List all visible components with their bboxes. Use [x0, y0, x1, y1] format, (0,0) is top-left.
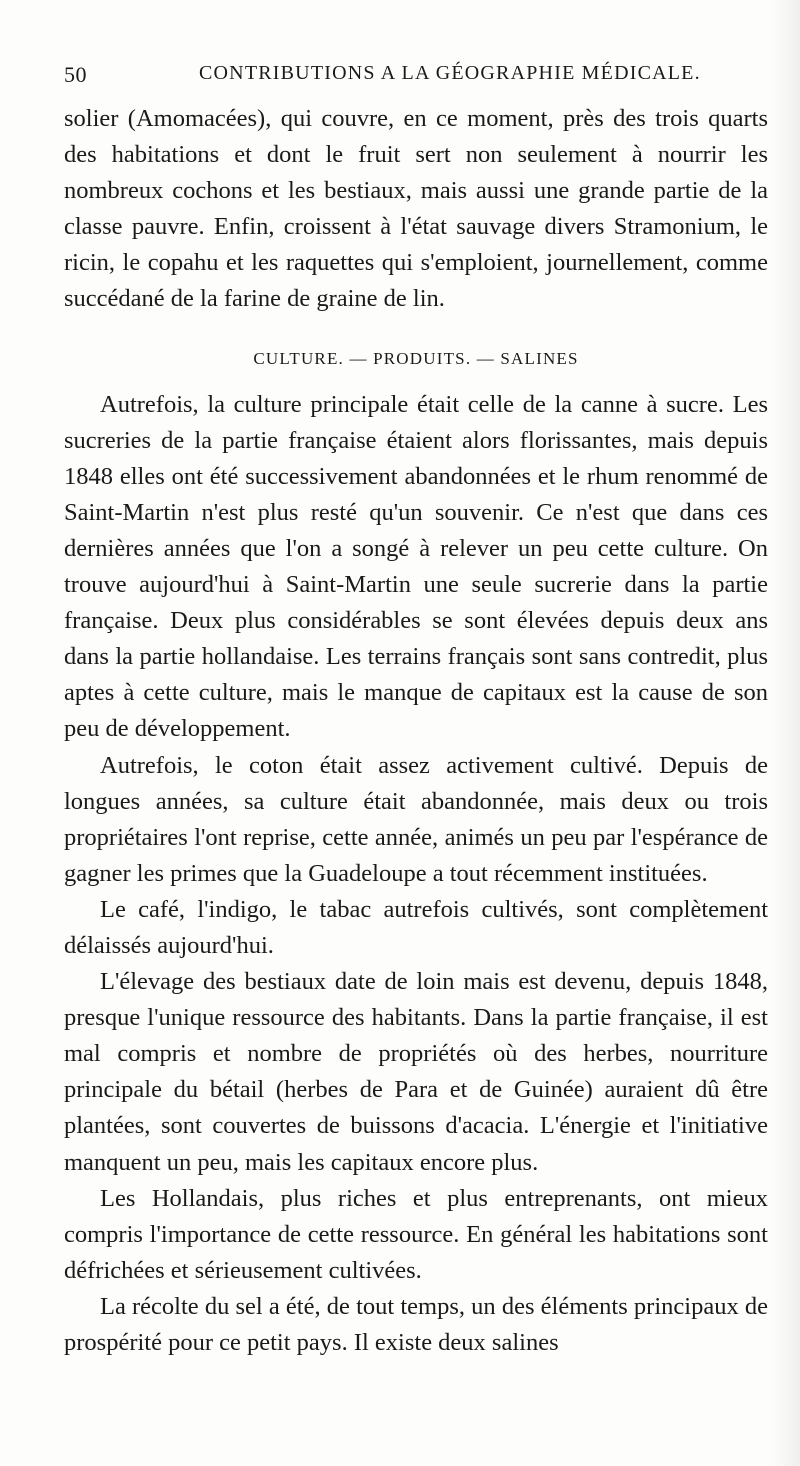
body-text [64, 101, 768, 1361]
paragraph-salt: La récolte du sel a été, de tout temps, un des éléments principaux de prospérité pour ce petit pays. Il existe deux salines [64, 1292, 768, 1356]
running-head: CONTRIBUTIONS A LA GÉOGRAPHIE MÉDICALE. [199, 62, 701, 84]
paragraph-dutch: Les Hollandais, plus riches et plus entreprenants, ont mieux compris l'importance de cette ressource. En général les habitations sont défrichées et sérieusement cultivées. [64, 1184, 768, 1284]
page-number: 50 [64, 62, 87, 87]
page-edge-shadow [772, 0, 800, 1466]
paragraph-continuation: solier (Amomacées), qui couvre, en ce moment, près des trois quarts des habitations et dont le fruit sert non seulement à nourrir les nombreux cochons et les bestiaux, mais aussi une grande partie de la classe pauvre. Enfin, croissent à l'état sauvage divers Stramonium, le ricin, le copahu et les raquettes qui s'emploient, journellement, comme succédané de la farine de graine de lin. [64, 105, 768, 313]
paragraph-sugar-cane: Autrefois, la culture principale était celle de la canne à sucre. Les sucreries de la partie française étaient alors florissantes, mais depuis 1848 elles ont été successivement abandonnées et le rhum renommé de Saint-Martin n'est plus resté qu'un souvenir. Ce n'est que dans ces dernières années que l'on a songé à relever un peu cette culture. On trouve aujourd'hui à Saint-Martin une seule sucrerie dans la partie française. Deux plus considérables se sont élevées depuis deux ans dans la partie hollandaise. Les terrains français sont sans contredit, plus aptes à cette culture, mais le manque de capitaux est la cause de son peu de développement. [64, 390, 768, 743]
paragraph-livestock: L'élevage des bestiaux date de loin mais est devenu, depuis 1848, presque l'unique ressource des habitants. Dans la partie française, il est mal compris et nombre de propriétés où des herbes, nourriture principale du bétail (herbes de Para et de Guinée) auraient dû être plantées, sont couvertes de buissons d'acacia. L'énergie et l'initiative manquent un peu, mais les capitaux encore plus. [64, 968, 768, 1176]
page-header [64, 62, 764, 94]
paragraph-coffee-indigo-tobacco: Le café, l'indigo, le tabac autrefois cultivés, sont complètement délaissés aujourd'hui. [64, 895, 768, 959]
paragraph-cotton: Autrefois, le coton était assez activement cultivé. Depuis de longues années, sa culture était abandonnée, mais deux ou trois propriétaires l'ont reprise, cette année, animés un peu par l'espérance de gagner les primes que la Guadeloupe a tout récemment instituées. [64, 751, 768, 887]
section-title: CULTURE. — PRODUITS. — SALINES [253, 348, 579, 368]
